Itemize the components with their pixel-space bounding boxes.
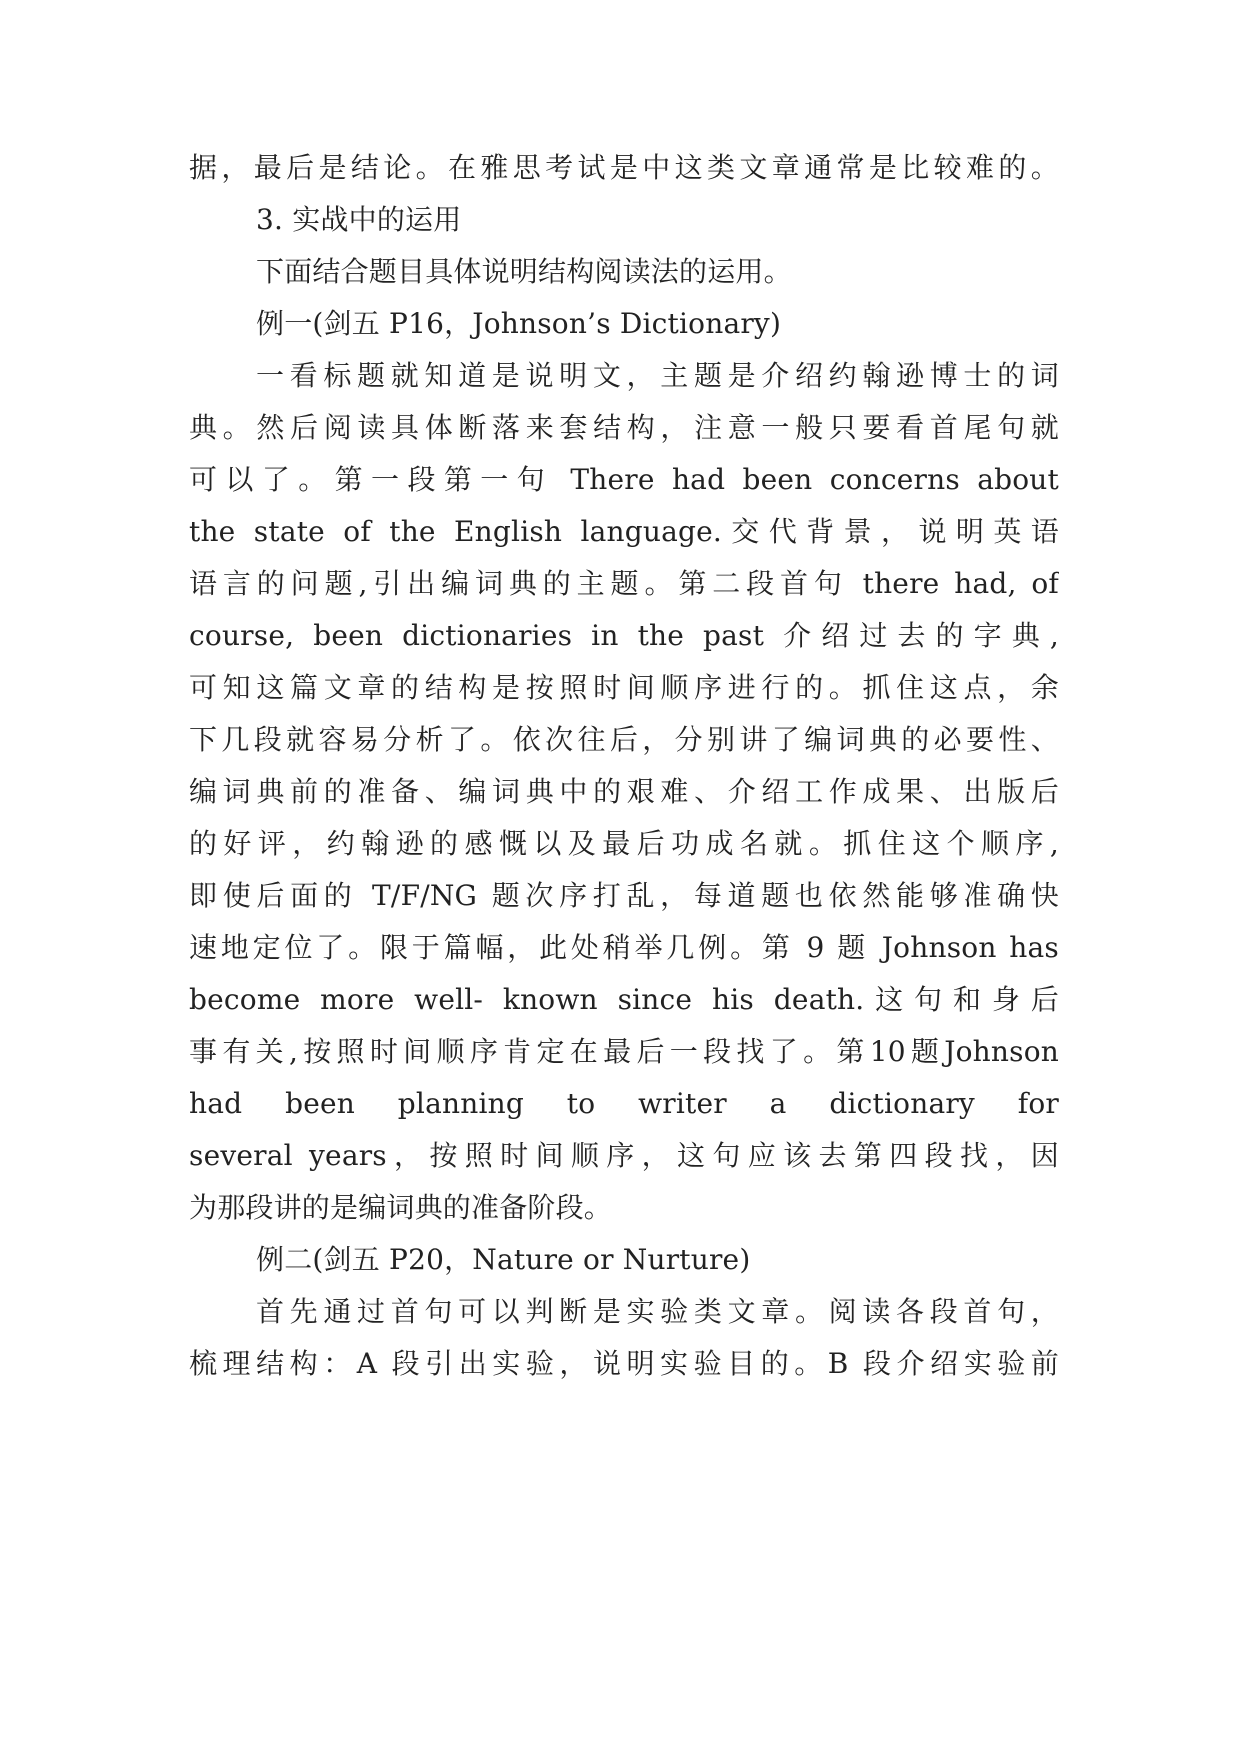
text-line: become more well- known since his death.这句和身后 bbox=[189, 983, 1059, 1016]
text-line: the state of the English language.交代背景，说明英语 bbox=[189, 515, 1059, 548]
text-line: 下面结合题目具体说明结构阅读法的运用。 bbox=[256, 255, 792, 288]
text-line: 编词典前的准备、编词典中的艰难、介绍工作成果、出版后 bbox=[189, 775, 1059, 808]
text-line: 可以了。第一段第一句 There had been concerns about bbox=[189, 463, 1059, 496]
text-line: 首先通过首句可以判断是实验类文章。阅读各段首句， bbox=[256, 1295, 1059, 1328]
text-line: several years，按照时间顺序，这句应该去第四段找，因 bbox=[189, 1139, 1059, 1172]
text-line: 为那段讲的是编词典的准备阶段。 bbox=[189, 1191, 613, 1224]
text-line: 梳理结构：A 段引出实验，说明实验目的。B 段介绍实验前 bbox=[189, 1347, 1059, 1380]
text-line: had been planning to writer a dictionary for bbox=[189, 1087, 1059, 1120]
text-line: 下几段就容易分析了。依次往后，分别讲了编词典的必要性、 bbox=[189, 723, 1059, 756]
example-heading: 例一(剑五 P16，Johnson’s Dictionary) bbox=[256, 307, 782, 340]
text-line: 语言的问题,引出编词典的主题。第二段首句 there had, of bbox=[189, 567, 1059, 600]
text-line: 的好评，约翰逊的感慨以及最后功成名就。抓住这个顺序, bbox=[189, 827, 1059, 860]
example-heading: 例二(剑五 P20，Nature or Nurture) bbox=[256, 1243, 751, 1276]
text-line: 据，最后是结论。在雅思考试是中这类文章通常是比较难的。 bbox=[189, 151, 1059, 184]
text-line: course, been dictionaries in the past 介绍过去的字典, bbox=[189, 619, 1059, 652]
text-line: 典。然后阅读具体断落来套结构，注意一般只要看首尾句就 bbox=[189, 411, 1059, 444]
text-line: 速地定位了。限于篇幅，此处稍举几例。第 9 题 Johnson has bbox=[189, 931, 1059, 964]
text-line: 一看标题就知道是说明文，主题是介绍约翰逊博士的词 bbox=[256, 359, 1059, 392]
text-line: 即使后面的 T/F/NG 题次序打乱，每道题也依然能够准确快 bbox=[189, 879, 1059, 912]
text-line: 可知这篇文章的结构是按照时间顺序进行的。抓住这点，余 bbox=[189, 671, 1059, 704]
section-heading: 3. 实战中的运用 bbox=[256, 203, 462, 236]
text-line: 事有关,按照时间顺序肯定在最后一段找了。第10题Johnson bbox=[189, 1035, 1059, 1068]
